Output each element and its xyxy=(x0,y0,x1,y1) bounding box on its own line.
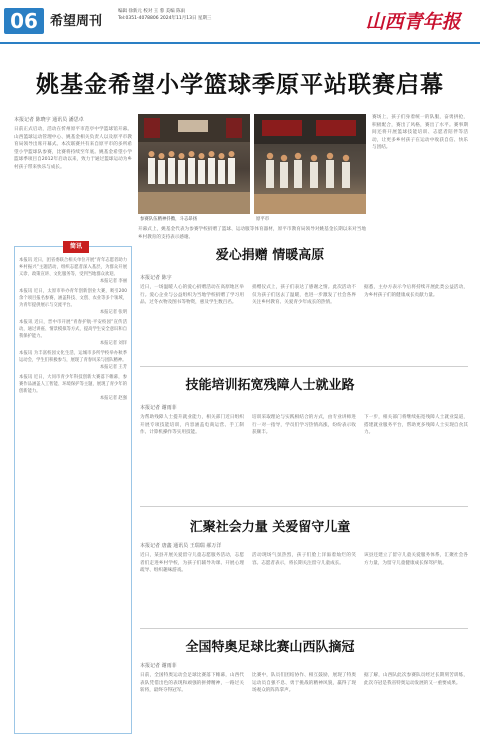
main-body-col2: 开幕式上，姚基金代表为参赛学校捐赠了篮球、运动服等体育器材，原平市教育局领导对姚基金长期以来对当地乡村教育的支持表示感谢。 xyxy=(138,227,366,240)
article5-col1: 日前，全国特奥运动会足球比赛落下帷幕，山西代表队凭借出色的表现和顽强的拼搏精神，一路过关斩将，最终夺得冠军。 xyxy=(140,673,244,694)
brief-item-sign: 本报记者 王芳 xyxy=(99,365,127,370)
photo-1 xyxy=(138,114,250,214)
brief-item-text: 本报讯 为丰富校园文化生活，运城市多所学校举办秋季运动会，学生们积极参与，展现了青春风采与团队精神。 xyxy=(19,351,127,363)
brief-tag: 简讯 xyxy=(63,241,89,253)
article5-col3: 据了解，山西队此次参赛队员经过长期刻苦训练，此次夺冠是我省特奥运动发展的又一重要成果。 xyxy=(364,673,468,686)
photo-2-caption: 原平市 xyxy=(256,217,270,222)
article3-title: 技能培训拓宽残障人士就业路 xyxy=(185,378,355,393)
brief-item xyxy=(19,288,127,315)
team-photo-graphic xyxy=(138,114,250,214)
main-body-col1: 日前正式启动，活动在忻州原平市范亭中学篮球馆开幕。山西篮球运动管理中心、姚基金相关负责人以及原平市教育局领导出席开幕式。本次联赛共有来自原平市的多所希望小学篮球队参赛，比赛将持续至年底。姚基金希望小学篮球季项目自2012年启动以来，致力于通过篮球运动为乡村孩子带来快乐与成长。 xyxy=(14,127,132,170)
article5-byline: 本报记者 谢雨菲 xyxy=(140,663,177,669)
page-number: 06 xyxy=(4,8,44,34)
newspaper-logo xyxy=(358,6,468,36)
article2-col1: 近日，一场温暖人心的爱心捐赠活动在高原地区举行。爱心企业与公益组织为当地学校捐赠了学习用品、过冬衣物及图书等物资，惠及学生数百名。 xyxy=(140,285,244,306)
article4-col2: 活动现场气氛热烈，孩子们脸上洋溢着灿烂的笑容。志愿者表示，将长期关注留守儿童成长。 xyxy=(252,553,356,566)
ceremony-photo-graphic xyxy=(254,114,366,214)
section-name: 希望周刊 xyxy=(50,14,103,29)
article4-col3: 该县还建立了留守儿童关爱服务体系，汇聚社会各方力量，为留守儿童健康成长保驾护航。 xyxy=(364,553,468,566)
brief-item-text: 本报讯 近日，团省委联合相关单位开展“青年志愿者助力乡村振兴”主题活动，组织志愿者深入基层，为群众开展义诊、政策宣讲、文化服务等，受到当地群众欢迎。 xyxy=(19,258,127,277)
editor-line-2: Tel:0351-4078806 2024年11月13日 星期三 xyxy=(118,16,212,21)
brief-item-text: 本报讯 近日，大同市青少年科技创新大赛落下帷幕，参赛作品涵盖人工智能、环境保护等主题，展现了青少年的创新能力。 xyxy=(19,375,127,394)
article4-title: 汇聚社会力量 关爱留守儿童 xyxy=(189,520,351,535)
main-headline: 姚基金希望小学篮球季原平站联赛启幕 xyxy=(36,71,444,98)
article5-col2: 比赛中，队员们团结协作、相互鼓励，展现了特奥运动员自强不息、勇于挑战的精神风貌，赢得了现场观众的阵阵掌声。 xyxy=(252,673,356,694)
divider-2 xyxy=(140,506,468,507)
article4-byline: 本报记者 唐鑫 通讯员 王瑞瑞 郝万洋 xyxy=(140,543,222,549)
article3-col1: 为帮助残障人士提升就业能力，相关部门近日组织开展专项技能培训，内容涵盖电商运营、手工制作、计算机操作等实用技能。 xyxy=(140,415,244,436)
main-body-col3: 赛场上，孩子们身着统一的队服，奋勇拼抢，积极配合，赛出了风格，赛出了水平。赛事期间还将开展篮球技能培训、志愿者陪伴等活动，让更多乡村孩子在运动中收获自信、快乐与团结。 xyxy=(372,115,468,151)
brief-item-sign: 本报记者 张明 xyxy=(99,310,127,315)
photo-1-caption: 参赛队伍精神抖擞，斗志昂扬 xyxy=(140,217,198,222)
article2-title: 爱心捐赠 情暖高原 xyxy=(215,248,325,263)
main-byline: 本报记者 陈晓宇 通讯员 潘思卓 xyxy=(14,117,84,123)
logo-text: 山西青年报 xyxy=(365,11,461,33)
brief-item-sign: 本报记者 赵强 xyxy=(99,396,127,401)
editor-info xyxy=(118,8,211,22)
article3-byline: 本报记者 谢雨菲 xyxy=(140,405,177,411)
article3-col2: 培训采取理论与实践相结合的方式，由专业讲师进行一对一指导，学员们学习热情高涨，纷纷表示收获颇丰。 xyxy=(252,415,356,436)
brief-item-sign: 本报记者 李丽 xyxy=(99,279,127,284)
brief-item xyxy=(19,350,127,370)
news-brief-sidebar xyxy=(14,243,132,734)
brief-item xyxy=(19,319,127,346)
divider-3 xyxy=(140,628,468,629)
header-rule xyxy=(0,42,480,44)
editor-line-1: 编辑 徐新元 校对 王 蓉 美编 陈雨 xyxy=(118,9,186,14)
article2-col2: 捐赠仪式上，孩子们表达了感谢之情。此次活动不仅为孩子们送去了温暖，也进一步激发了社会各界关注乡村教育、关爱青少年成长的热情。 xyxy=(252,285,356,306)
divider-1 xyxy=(140,366,468,367)
brief-item-text: 本报讯 近日，晋中市开展“青春护航·平安校园”宣传活动，通过讲座、情景模拟等方式，提高学生安全意识和自我保护能力。 xyxy=(19,320,127,339)
article5-title: 全国特奥足球比赛山西队摘冠 xyxy=(185,640,355,655)
photo-2 xyxy=(254,114,366,214)
article2-byline: 本报记者 陈宇 xyxy=(140,275,172,281)
article3-col3: 下一步，相关部门将继续拓宽残障人士就业渠道，搭建就业服务平台，帮助更多残障人士实现自食其力。 xyxy=(364,415,468,436)
article2-col3: 据悉，主办方表示今后将持续开展此类公益活动，为乡村孩子们的健康成长贡献力量。 xyxy=(364,285,468,298)
brief-item-text: 本报讯 近日，太原市举办青年创新创业大赛，吸引200余个项目报名参赛，涵盖科技、文创、农业等多个领域，为青年提供展示与交流平台。 xyxy=(19,289,127,308)
article4-col1: 近日，某县开展关爱留守儿童志愿服务活动，志愿者们走进乡村学校，为孩子们辅导功课、开展心理疏导、组织趣味游戏。 xyxy=(140,553,244,574)
brief-item-sign: 本报记者 刘洋 xyxy=(99,341,127,346)
